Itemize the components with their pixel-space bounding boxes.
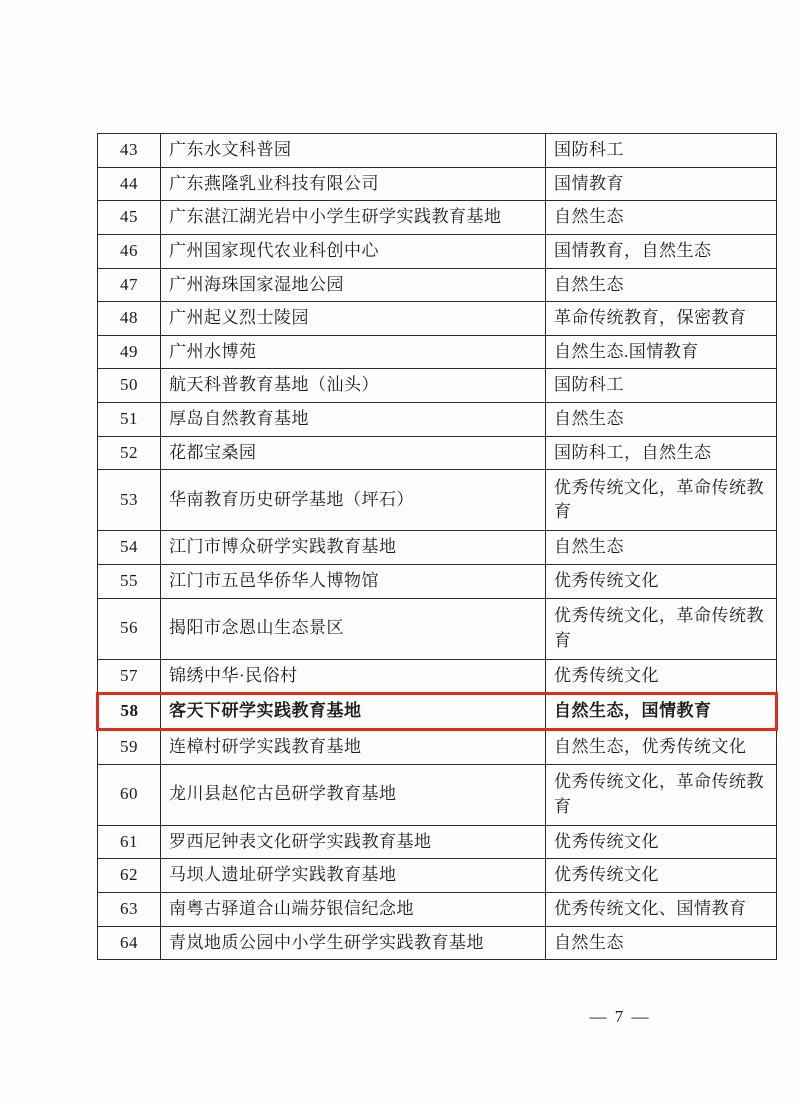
table-body — [98, 134, 777, 960]
table-row — [98, 598, 777, 659]
base-name-cell: 厚岛自然教育基地 — [161, 403, 546, 437]
base-name-cell: 广州起义烈士陵园 — [161, 302, 546, 336]
base-name-cell: 广州国家现代农业科创中心 — [161, 234, 546, 268]
base-name-cell: 锦绣中华·民俗村 — [161, 659, 546, 694]
base-name-cell: 江门市博众研学实践教育基地 — [161, 531, 546, 565]
research-bases-table-container — [96, 133, 764, 960]
row-index-cell: 64 — [98, 926, 161, 960]
category-cell: 自然生态，国情教育 — [546, 694, 777, 730]
row-index-cell: 58 — [98, 694, 161, 730]
table-row — [98, 403, 777, 437]
base-name-cell: 广东湛江湖光岩中小学生研学实践教育基地 — [161, 201, 546, 235]
category-cell: 自然生态 — [546, 201, 777, 235]
base-name-cell: 广东燕隆乳业科技有限公司 — [161, 167, 546, 201]
row-index-cell: 43 — [98, 134, 161, 168]
category-cell: 自然生态，优秀传统文化 — [546, 729, 777, 764]
category-cell: 优秀传统文化 — [546, 825, 777, 859]
row-index-cell: 60 — [98, 764, 161, 825]
base-name-cell: 广州海珠国家湿地公园 — [161, 268, 546, 302]
table-row — [98, 201, 777, 235]
category-cell: 国防科工 — [546, 369, 777, 403]
row-index-cell: 53 — [98, 470, 161, 531]
category-cell: 优秀传统文化，革命传统教育 — [546, 598, 777, 659]
research-bases-table — [96, 133, 778, 960]
row-index-cell: 46 — [98, 234, 161, 268]
base-name-cell: 广州水博苑 — [161, 335, 546, 369]
category-cell: 优秀传统文化 — [546, 659, 777, 694]
row-index-cell: 59 — [98, 729, 161, 764]
page-footer — [0, 1007, 800, 1027]
base-name-cell: 龙川县赵佗古邑研学教育基地 — [161, 764, 546, 825]
category-cell: 优秀传统文化、国情教育 — [546, 892, 777, 926]
row-index-cell: 44 — [98, 167, 161, 201]
category-cell: 优秀传统文化 — [546, 859, 777, 893]
category-cell: 国防科工，自然生态 — [546, 436, 777, 470]
category-cell: 国情教育 — [546, 167, 777, 201]
base-name-cell: 航天科普教育基地（汕头） — [161, 369, 546, 403]
row-index-cell: 61 — [98, 825, 161, 859]
category-cell: 自然生态 — [546, 268, 777, 302]
table-row — [98, 436, 777, 470]
table-row — [98, 167, 777, 201]
category-cell: 优秀传统文化，革命传统教育 — [546, 764, 777, 825]
row-index-cell: 47 — [98, 268, 161, 302]
row-index-cell: 63 — [98, 892, 161, 926]
row-index-cell: 49 — [98, 335, 161, 369]
row-index-cell: 62 — [98, 859, 161, 893]
table-row — [98, 859, 777, 893]
table-row — [98, 764, 777, 825]
category-cell: 国情教育，自然生态 — [546, 234, 777, 268]
category-cell: 国防科工 — [546, 134, 777, 168]
base-name-cell: 罗西尼钟表文化研学实践教育基地 — [161, 825, 546, 859]
table-row — [98, 531, 777, 565]
category-cell: 自然生态 — [546, 531, 777, 565]
base-name-cell: 南粤古驿道合山端芬银信纪念地 — [161, 892, 546, 926]
row-index-cell: 55 — [98, 565, 161, 599]
table-row — [98, 825, 777, 859]
row-index-cell: 45 — [98, 201, 161, 235]
row-index-cell: 57 — [98, 659, 161, 694]
table-row — [98, 268, 777, 302]
row-index-cell: 48 — [98, 302, 161, 336]
table-row — [98, 369, 777, 403]
base-name-cell: 广东水文科普园 — [161, 134, 546, 168]
row-index-cell: 51 — [98, 403, 161, 437]
base-name-cell: 青岚地质公园中小学生研学实践教育基地 — [161, 926, 546, 960]
table-row — [98, 302, 777, 336]
table-row — [98, 926, 777, 960]
table-row — [98, 134, 777, 168]
row-index-cell: 50 — [98, 369, 161, 403]
base-name-cell: 马坝人遗址研学实践教育基地 — [161, 859, 546, 893]
table-row — [98, 729, 777, 764]
row-index-cell: 52 — [98, 436, 161, 470]
table-row — [98, 335, 777, 369]
row-index-cell: 54 — [98, 531, 161, 565]
category-cell: 自然生态.国情教育 — [546, 335, 777, 369]
category-cell: 自然生态 — [546, 403, 777, 437]
base-name-cell: 客天下研学实践教育基地 — [161, 694, 546, 730]
table-row — [98, 234, 777, 268]
row-index-cell: 56 — [98, 598, 161, 659]
base-name-cell: 揭阳市念恩山生态景区 — [161, 598, 546, 659]
table-row — [98, 659, 777, 694]
table-row — [98, 694, 777, 730]
table-row — [98, 565, 777, 599]
page-number-label: — 7 — — [589, 1007, 651, 1026]
base-name-cell: 江门市五邑华侨华人博物馆 — [161, 565, 546, 599]
category-cell: 自然生态 — [546, 926, 777, 960]
base-name-cell: 连樟村研学实践教育基地 — [161, 729, 546, 764]
table-row — [98, 892, 777, 926]
category-cell: 革命传统教育，保密教育 — [546, 302, 777, 336]
table-row — [98, 470, 777, 531]
base-name-cell: 花都宝桑园 — [161, 436, 546, 470]
base-name-cell: 华南教育历史研学基地（坪石） — [161, 470, 546, 531]
category-cell: 优秀传统文化，革命传统教育 — [546, 470, 777, 531]
category-cell: 优秀传统文化 — [546, 565, 777, 599]
